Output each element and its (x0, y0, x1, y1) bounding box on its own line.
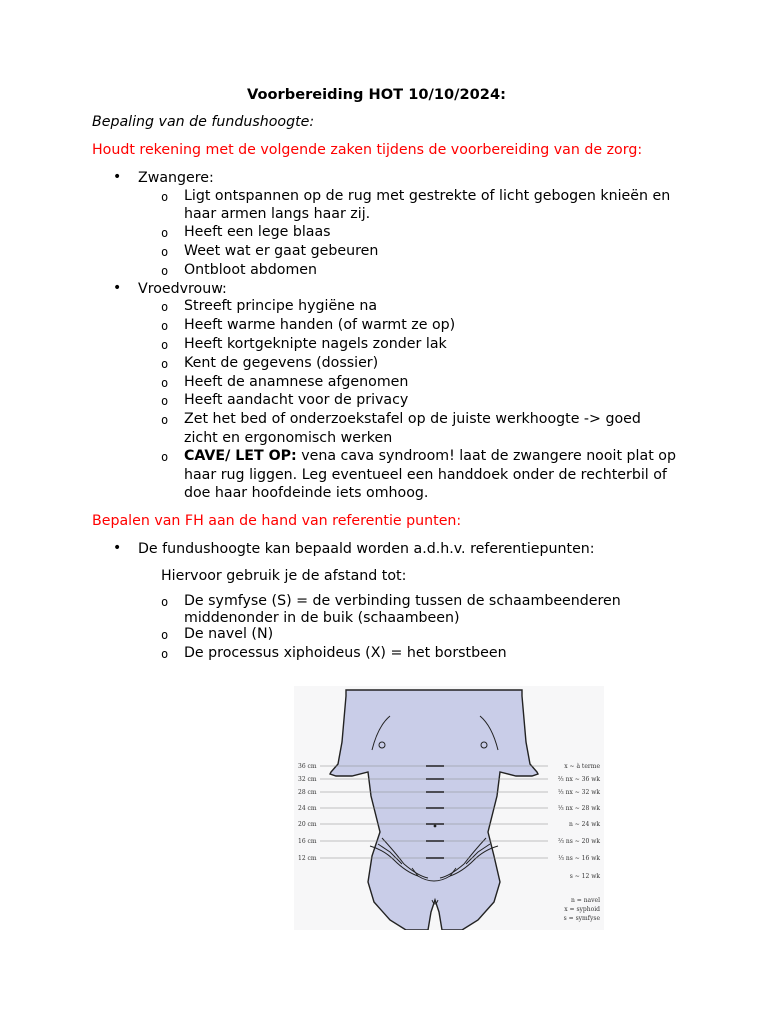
cave-text: vena cava syndroom! laat de zwangere nooit plat op (296, 448, 676, 464)
list-item: Heeft warme handen (of warmt ze op) (184, 317, 456, 333)
sub-bullet-marker: o (161, 357, 169, 371)
week-label: ⅓ ns ~ 16 wk (558, 855, 600, 862)
subtitle: Bepaling van de fundushoogte: (92, 114, 315, 130)
page-title: Voorbereiding HOT 10/10/2024: (247, 86, 506, 103)
sub-bullet-marker: o (161, 595, 169, 609)
list-item: Zet het bed of onderzoekstafel op de juiste werkhoogte -> goed (184, 411, 641, 427)
week-label: n ~ 24 wk (568, 821, 600, 828)
list-item-continuation: doe haar hoofdeinde iets omhoog. (184, 485, 429, 501)
list-item: Kent de gegevens (dossier) (184, 355, 379, 371)
sub-bullet-marker: o (161, 394, 169, 408)
sub-bullet-marker: o (161, 300, 169, 314)
sub-bullet-marker: o (161, 647, 169, 661)
height-label: 28 cm (298, 789, 317, 796)
height-label: 12 cm (298, 855, 317, 862)
sub-bullet-marker: o (161, 376, 169, 390)
height-label: 24 cm (298, 805, 317, 812)
bullet-marker: • (113, 540, 122, 556)
fundal-height-illustration (294, 686, 604, 930)
legend-entry: n = navel (570, 897, 600, 904)
list-item: Weet wat er gaat gebeuren (184, 243, 379, 259)
list-item: De processus xiphoideus (X) = het borstbeen (184, 645, 507, 661)
list-item: Streeft principe hygiëne na (184, 298, 378, 314)
list-item: De navel (N) (184, 626, 274, 642)
legend-entry: s = symfyse (563, 915, 600, 922)
list-item: Heeft een lege blaas (184, 224, 331, 240)
sub-bullet-marker: o (161, 628, 169, 642)
height-label: 32 cm (298, 776, 317, 783)
height-label: 16 cm (298, 838, 317, 845)
cave-label: CAVE/ LET OP: (184, 448, 297, 464)
section-heading-considerations: Houdt rekening met de volgende zaken tijdens de voorbereiding van de zorg: (92, 142, 643, 158)
height-label: 20 cm (298, 821, 317, 828)
list-item-continuation: haar rug liggen. Leg eventueel een handdoek onder de rechterbil of (184, 467, 667, 483)
week-label: ⅔ nx ~ 36 wk (557, 776, 600, 783)
list-item: De symfyse (S) = de verbinding tussen de schaambeenderen (184, 593, 621, 609)
sub-bullet-marker: o (161, 319, 169, 333)
sub-bullet-marker: o (161, 245, 169, 259)
navel-marker (434, 825, 437, 828)
section-heading-reference-points: Bepalen van FH aan de hand van referentie punten: (92, 513, 462, 529)
bullet-marker: • (113, 280, 122, 296)
legend-entry: x = syphoid (564, 906, 600, 913)
week-label: ⅓ nx ~ 28 wk (557, 805, 600, 812)
sub-bullet-marker: o (161, 226, 169, 240)
height-label: 36 cm (298, 763, 317, 770)
list-item-continuation: zicht en ergonomisch werken (184, 430, 393, 446)
list-item: Ligt ontspannen op de rug met gestrekte of licht gebogen knieën en (184, 188, 671, 204)
week-label: s ~ 12 wk (569, 873, 600, 880)
week-label: x ~ à terme (564, 763, 600, 770)
list-item-continuation: haar armen langs haar zij. (184, 206, 371, 222)
week-label: ⅓ nx ~ 32 wk (557, 789, 600, 796)
torso-diagram (294, 686, 604, 930)
list-item: Heeft de anamnese afgenomen (184, 374, 409, 390)
list-item-continuation: middenonder in de buik (schaambeen) (184, 610, 460, 626)
list-item: Ontbloot abdomen (184, 262, 318, 278)
cave-item (184, 448, 676, 464)
sub-bullet-marker: o (161, 264, 169, 278)
week-label: ⅔ ns ~ 20 wk (558, 838, 600, 845)
vroedvrouw-label: Vroedvrouw: (138, 281, 227, 297)
bullet-marker: • (113, 169, 122, 185)
intro-text: Hiervoor gebruik je de afstand tot: (161, 568, 407, 584)
torso-outline (330, 690, 538, 930)
sub-bullet-marker: o (161, 338, 169, 352)
list-item: Heeft aandacht voor de privacy (184, 392, 409, 408)
sub-bullet-marker: o (161, 190, 169, 204)
list-item: Heeft kortgeknipte nagels zonder lak (184, 336, 447, 352)
sub-bullet-marker: o (161, 413, 169, 427)
sub-bullet-marker: o (161, 450, 169, 464)
zwangere-label: Zwangere: (138, 170, 214, 186)
list-item: De fundushoogte kan bepaald worden a.d.h.v. referentiepunten: (138, 541, 595, 557)
